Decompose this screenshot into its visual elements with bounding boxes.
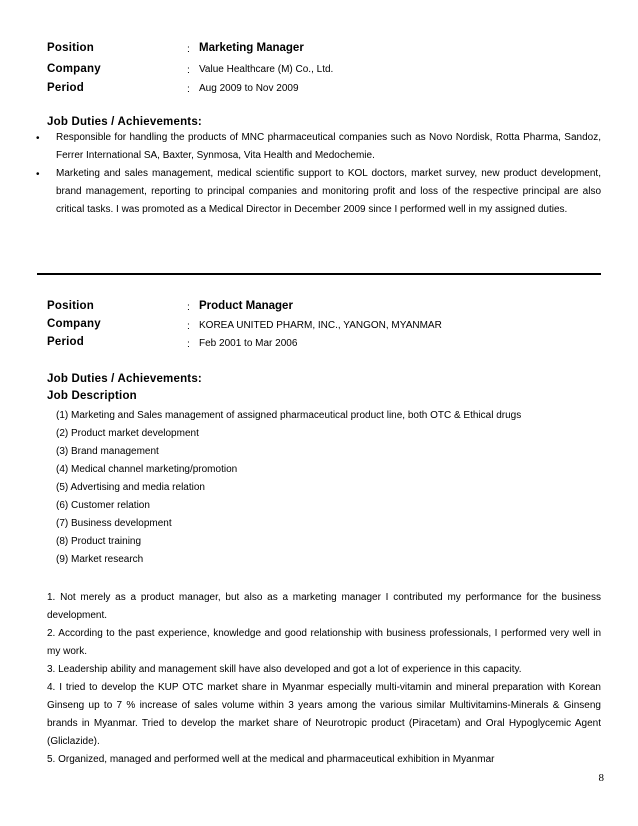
- description-item: (2) Product market development: [56, 428, 199, 439]
- position-label: Position: [47, 300, 94, 312]
- achievement-4: 4. I tried to develop the KUP OTC market share in Myanmar especially multi-vitamin and mineral preparation with Korean Ginseng up to 7 % increase of sales volume within 3 years among the various similar Multivitamins-Minerals & Ginseng brands in Myanmar. Tried to develop the market share of Neurotropic product (Piracetam) and Oral Hypoglycemic Agent (Gliclazide).: [47, 682, 601, 747]
- colon: :: [187, 43, 190, 55]
- achievement-2: 2. According to the past experience, knowledge and good relationship with business professionals, I performed very well in my work.: [47, 628, 601, 657]
- colon: :: [187, 301, 190, 313]
- position-value: Marketing Manager: [199, 42, 304, 54]
- period-value: Feb 2001 to Mar 2006: [199, 338, 298, 349]
- company-label: Company: [47, 318, 101, 330]
- period-label: Period: [47, 82, 84, 94]
- company-value: KOREA UNITED PHARM, INC., YANGON, MYANMAR: [199, 320, 442, 331]
- colon: :: [187, 338, 190, 350]
- description-item: (1) Marketing and Sales management of assigned pharmaceutical product line, both OTC & Ethical drugs: [56, 410, 522, 421]
- company-label: Company: [47, 63, 101, 75]
- colon: :: [187, 83, 190, 95]
- description-item: (9) Market research: [56, 554, 144, 565]
- duty-bullet-2: Marketing and sales management, medical scientific support to KOL doctors, market survey, new product development, brand management, reporting to principal companies and monitoring profit and loss of the respective principal are also critical tasks. I was promoted as a Medical Director in December 2009 since I performed well in my assigned duties.: [56, 168, 601, 215]
- description-item: (8) Product training: [56, 536, 142, 547]
- duties-heading: Job Duties / Achievements:: [47, 116, 202, 128]
- position-value: Product Manager: [199, 300, 293, 312]
- bullet-marker: •: [36, 133, 40, 144]
- page-number: 8: [598, 772, 604, 784]
- bullet-marker: •: [36, 169, 40, 180]
- section-divider: [37, 273, 601, 275]
- description-item: (4) Medical channel marketing/promotion: [56, 464, 238, 475]
- achievement-3: 3. Leadership ability and management skill have also developed and got a lot of experience in this capacity.: [47, 664, 522, 675]
- description-item: (3) Brand management: [56, 446, 159, 457]
- achievement-5: 5. Organized, managed and performed well at the medical and pharmaceutical exhibition in Myanmar: [47, 754, 495, 765]
- period-value: Aug 2009 to Nov 2009: [199, 83, 299, 94]
- colon: :: [187, 64, 190, 76]
- description-item: (6) Customer relation: [56, 500, 150, 511]
- position-label: Position: [47, 42, 94, 54]
- description-item: (5) Advertising and media relation: [56, 482, 205, 493]
- duty-bullet-1: Responsible for handling the products of MNC pharmaceutical companies such as Novo Nordisk, Rotta Pharma, Sandoz, Ferrer International SA, Baxter, Synmosa, Vita Health and Medochemie.: [56, 132, 601, 161]
- duties-heading: Job Duties / Achievements:: [47, 373, 202, 385]
- company-value: Value Healthcare (M) Co., Ltd.: [199, 64, 334, 75]
- colon: :: [187, 320, 190, 332]
- description-item: (7) Business development: [56, 518, 172, 529]
- job-description-heading: Job Description: [47, 390, 137, 402]
- achievement-1: 1. Not merely as a product manager, but also as a marketing manager I contributed my performance for the business development.: [47, 592, 601, 621]
- period-label: Period: [47, 336, 84, 348]
